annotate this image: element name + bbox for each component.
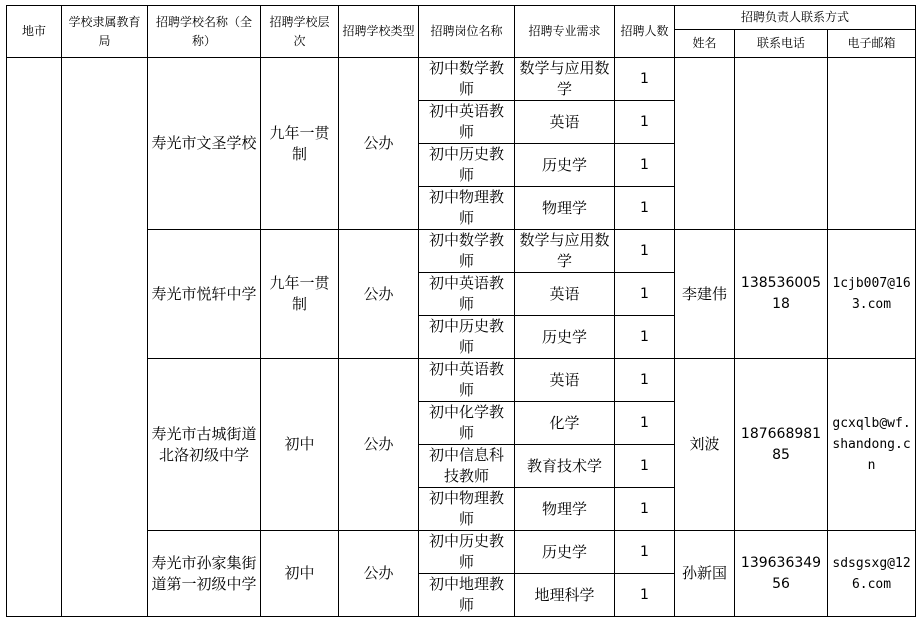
count-cell: 1: [615, 144, 675, 187]
contact-email-cell: gcxqlb@wf.shandong.cn: [828, 359, 916, 531]
header-major: 招聘专业需求: [515, 6, 615, 58]
header-position: 招聘岗位名称: [419, 6, 515, 58]
major-cell: 英语: [515, 359, 615, 402]
major-cell: 历史学: [515, 144, 615, 187]
header-contact: 招聘负责人联系方式: [675, 6, 916, 30]
header-city: 地市: [7, 6, 62, 58]
position-cell: 初中历史教师: [419, 531, 515, 574]
header-school-name: 招聘学校名称（全称）: [148, 6, 261, 58]
contact-phone-cell: [735, 58, 828, 230]
major-cell: 化学: [515, 402, 615, 445]
position-cell: 初中数学教师: [419, 230, 515, 273]
position-cell: 初中英语教师: [419, 101, 515, 144]
header-school-type: 招聘学校类型: [339, 6, 419, 58]
major-cell: 历史学: [515, 531, 615, 574]
contact-phone-cell: 18766898185: [735, 359, 828, 531]
major-cell: 历史学: [515, 316, 615, 359]
major-cell: 地理科学: [515, 574, 615, 617]
school-type-cell: 公办: [339, 359, 419, 531]
school-type-cell: 公办: [339, 531, 419, 617]
position-cell: 初中历史教师: [419, 144, 515, 187]
header-contact-name: 姓名: [675, 30, 735, 58]
count-cell: 1: [615, 101, 675, 144]
table-row: [7, 58, 916, 101]
school-name-cell: 寿光市文圣学校: [148, 58, 261, 230]
major-cell: 数学与应用数学: [515, 58, 615, 101]
header-contact-phone: 联系电话: [735, 30, 828, 58]
count-cell: 1: [615, 359, 675, 402]
count-cell: 1: [615, 402, 675, 445]
position-cell: 初中地理教师: [419, 574, 515, 617]
contact-email-cell: [828, 58, 916, 230]
contact-name-cell: 刘波: [675, 359, 735, 531]
count-cell: 1: [615, 273, 675, 316]
header-contact-email: 电子邮箱: [828, 30, 916, 58]
table-header: [7, 6, 916, 58]
contact-name-cell: [675, 58, 735, 230]
contact-phone-cell: 13853600518: [735, 230, 828, 359]
major-cell: 物理学: [515, 187, 615, 230]
position-cell: 初中数学教师: [419, 58, 515, 101]
header-bureau: 学校隶属教育局: [62, 6, 148, 58]
count-cell: 1: [615, 316, 675, 359]
major-cell: 英语: [515, 101, 615, 144]
major-cell: 数学与应用数学: [515, 230, 615, 273]
contact-name-cell: 孙新国: [675, 531, 735, 617]
position-cell: 初中化学教师: [419, 402, 515, 445]
school-name-cell: 寿光市古城街道北洛初级中学: [148, 359, 261, 531]
recruitment-table: [6, 5, 916, 617]
position-cell: 初中信息科技教师: [419, 445, 515, 488]
count-cell: 1: [615, 230, 675, 273]
school-level-cell: 九年一贯制: [261, 230, 339, 359]
position-cell: 初中英语教师: [419, 273, 515, 316]
position-cell: 初中物理教师: [419, 187, 515, 230]
contact-phone-cell: 13963634956: [735, 531, 828, 617]
count-cell: 1: [615, 445, 675, 488]
contact-name-cell: 李建伟: [675, 230, 735, 359]
count-cell: 1: [615, 58, 675, 101]
major-cell: 英语: [515, 273, 615, 316]
contact-email-cell: 1cjb007@163.com: [828, 230, 916, 359]
count-cell: 1: [615, 488, 675, 531]
count-cell: 1: [615, 187, 675, 230]
school-name-cell: 寿光市悦轩中学: [148, 230, 261, 359]
header-school-level: 招聘学校层次: [261, 6, 339, 58]
count-cell: 1: [615, 574, 675, 617]
header-count: 招聘人数: [615, 6, 675, 58]
city-cell: [7, 58, 62, 617]
school-level-cell: 初中: [261, 531, 339, 617]
position-cell: 初中历史教师: [419, 316, 515, 359]
school-type-cell: 公办: [339, 58, 419, 230]
school-level-cell: 初中: [261, 359, 339, 531]
table-body: [7, 58, 916, 617]
position-cell: 初中英语教师: [419, 359, 515, 402]
school-level-cell: 九年一贯制: [261, 58, 339, 230]
school-type-cell: 公办: [339, 230, 419, 359]
major-cell: 物理学: [515, 488, 615, 531]
school-name-cell: 寿光市孙家集街道第一初级中学: [148, 531, 261, 617]
contact-email-cell: sdsgsxg@126.com: [828, 531, 916, 617]
major-cell: 教育技术学: [515, 445, 615, 488]
bureau-cell: [62, 58, 148, 617]
position-cell: 初中物理教师: [419, 488, 515, 531]
count-cell: 1: [615, 531, 675, 574]
